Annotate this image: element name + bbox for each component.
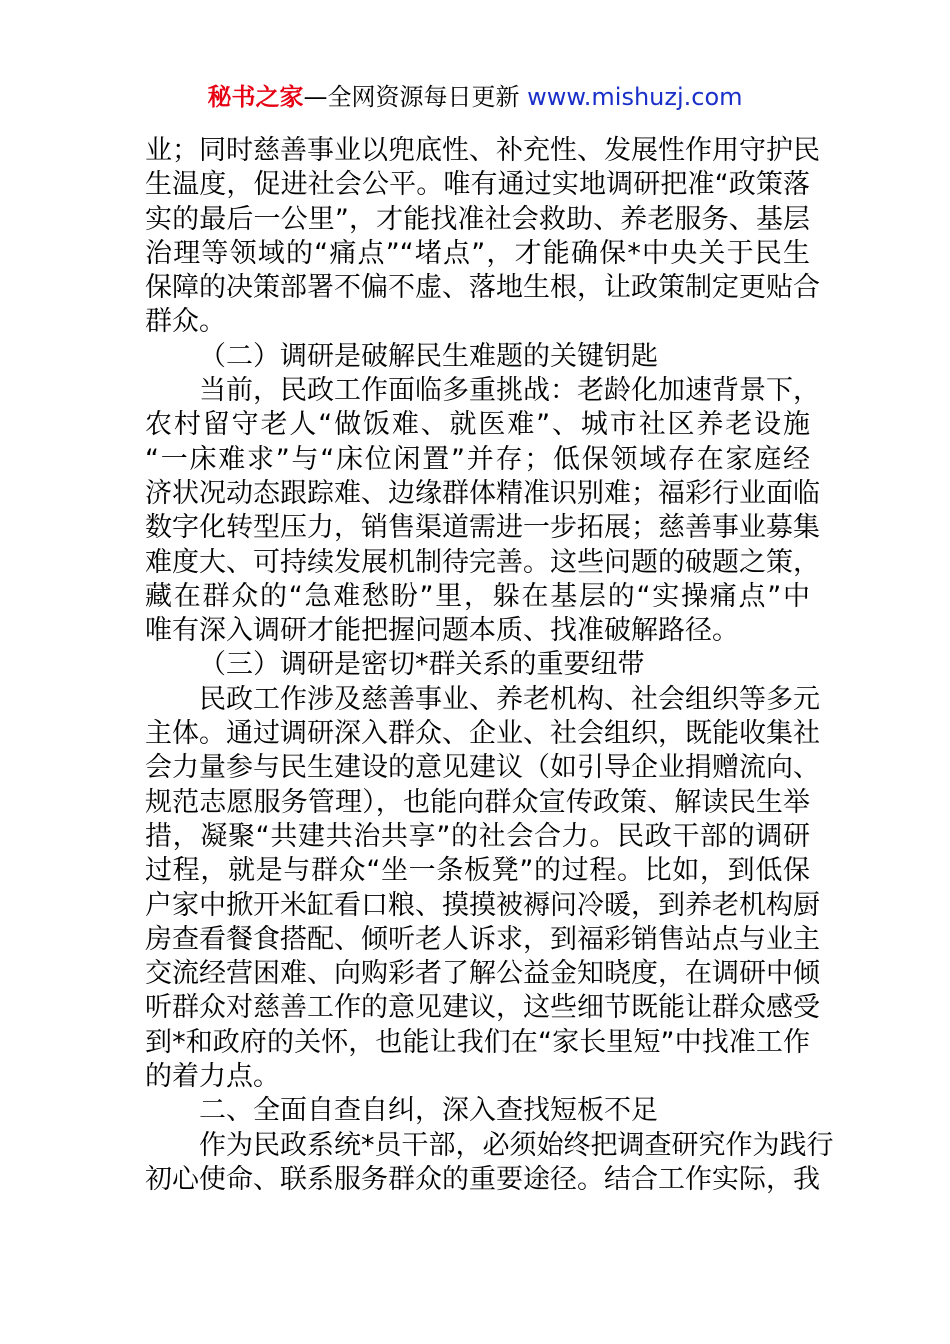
section-heading: （二）调研是破解民生难题的关键钥匙 bbox=[199, 340, 658, 372]
text-line: 会力量参与民生建设的意见建议（如引导企业捐赠流向、 bbox=[145, 752, 820, 784]
text-line: 实的最后一公里”，才能找准社会救助、养老服务、基层 bbox=[145, 203, 810, 235]
site-brand: 秘书之家 bbox=[207, 83, 304, 111]
text-line: 济状况动态跟踪难、边缘群体精准识别难；福彩行业面临 bbox=[145, 477, 820, 509]
section-heading: 二、全面自查自纠，深入查找短板不足 bbox=[199, 1095, 658, 1127]
text-line: 唯有深入调研才能把握问题本质、找准破解路径。 bbox=[145, 615, 739, 647]
text-line: 主体。通过调研深入群众、企业、社会组织，既能收集社 bbox=[145, 718, 820, 750]
text-line: 初心使命、联系服务群众的重要途径。结合工作实际，我 bbox=[145, 1163, 820, 1195]
text-line: 作为民政系统*员干部，必须始终把调查研究作为践行 bbox=[199, 1129, 834, 1161]
site-tagline: —全网资源每日更新 bbox=[303, 83, 528, 111]
text-line: 数字化转型压力，销售渠道需进一步拓展；慈善事业募集 bbox=[145, 512, 820, 544]
text-line: 房查看餐食搭配、倾听老人诉求，到福彩销售站点与业主 bbox=[145, 923, 820, 955]
text-line: 群众。 bbox=[145, 306, 226, 338]
site-url[interactable]: www.mishuzj.com bbox=[527, 83, 743, 111]
text-line: 到*和政府的关怀，也能让我们在“家长里短”中找准工作 bbox=[145, 1026, 810, 1058]
text-line: 的着力点。 bbox=[145, 1061, 280, 1093]
text-line: 保障的决策部署不偏不虚、落地生根，让政策制定更贴合 bbox=[145, 272, 820, 304]
text-line: “一床难求”与“床位闲置”并存；低保领域存在家庭经 bbox=[145, 443, 810, 475]
text-line: 户家中掀开米缸看口粮、摸摸被褥问冷暖，到养老机构厨 bbox=[145, 889, 820, 921]
section-heading: （三）调研是密切*群关系的重要纽带 bbox=[199, 649, 645, 681]
text-line: 听群众对慈善工作的意见建议，这些细节既能让群众感受 bbox=[145, 992, 820, 1024]
text-line: 农村留守老人“做饭难、就医难”、城市社区养老设施 bbox=[145, 409, 810, 441]
text-line: 治理等领域的“痛点”“堵点”，才能确保*中央关于民生 bbox=[145, 237, 810, 269]
text-line: 交流经营困难、向购彩者了解公益金知晓度，在调研中倾 bbox=[145, 958, 820, 990]
site-header bbox=[0, 80, 950, 114]
text-line: 规范志愿服务管理），也能向群众宣传政策、解读民生举 bbox=[145, 786, 810, 818]
text-line: 民政工作涉及慈善事业、养老机构、社会组织等多元 bbox=[199, 683, 820, 715]
text-line: 措，凝聚“共建共治共享”的社会合力。民政干部的调研 bbox=[145, 820, 810, 852]
text-line: 生温度，促进社会公平。唯有通过实地调研把准“政策落 bbox=[145, 169, 810, 201]
text-line: 当前，民政工作面临多重挑战：老龄化加速背景下， bbox=[199, 375, 820, 407]
text-line: 难度大、可持续发展机制待完善。这些问题的破题之策， bbox=[145, 546, 820, 578]
text-line: 业；同时慈善事业以兜底性、补充性、发展性作用守护民 bbox=[145, 135, 820, 166]
document-body bbox=[145, 134, 834, 1197]
text-line: 藏在群众的“急难愁盼”里，躲在基层的“实操痛点”中 bbox=[145, 580, 810, 612]
text-line: 过程，就是与群众“坐一条板凳”的过程。比如，到低保 bbox=[145, 855, 810, 887]
